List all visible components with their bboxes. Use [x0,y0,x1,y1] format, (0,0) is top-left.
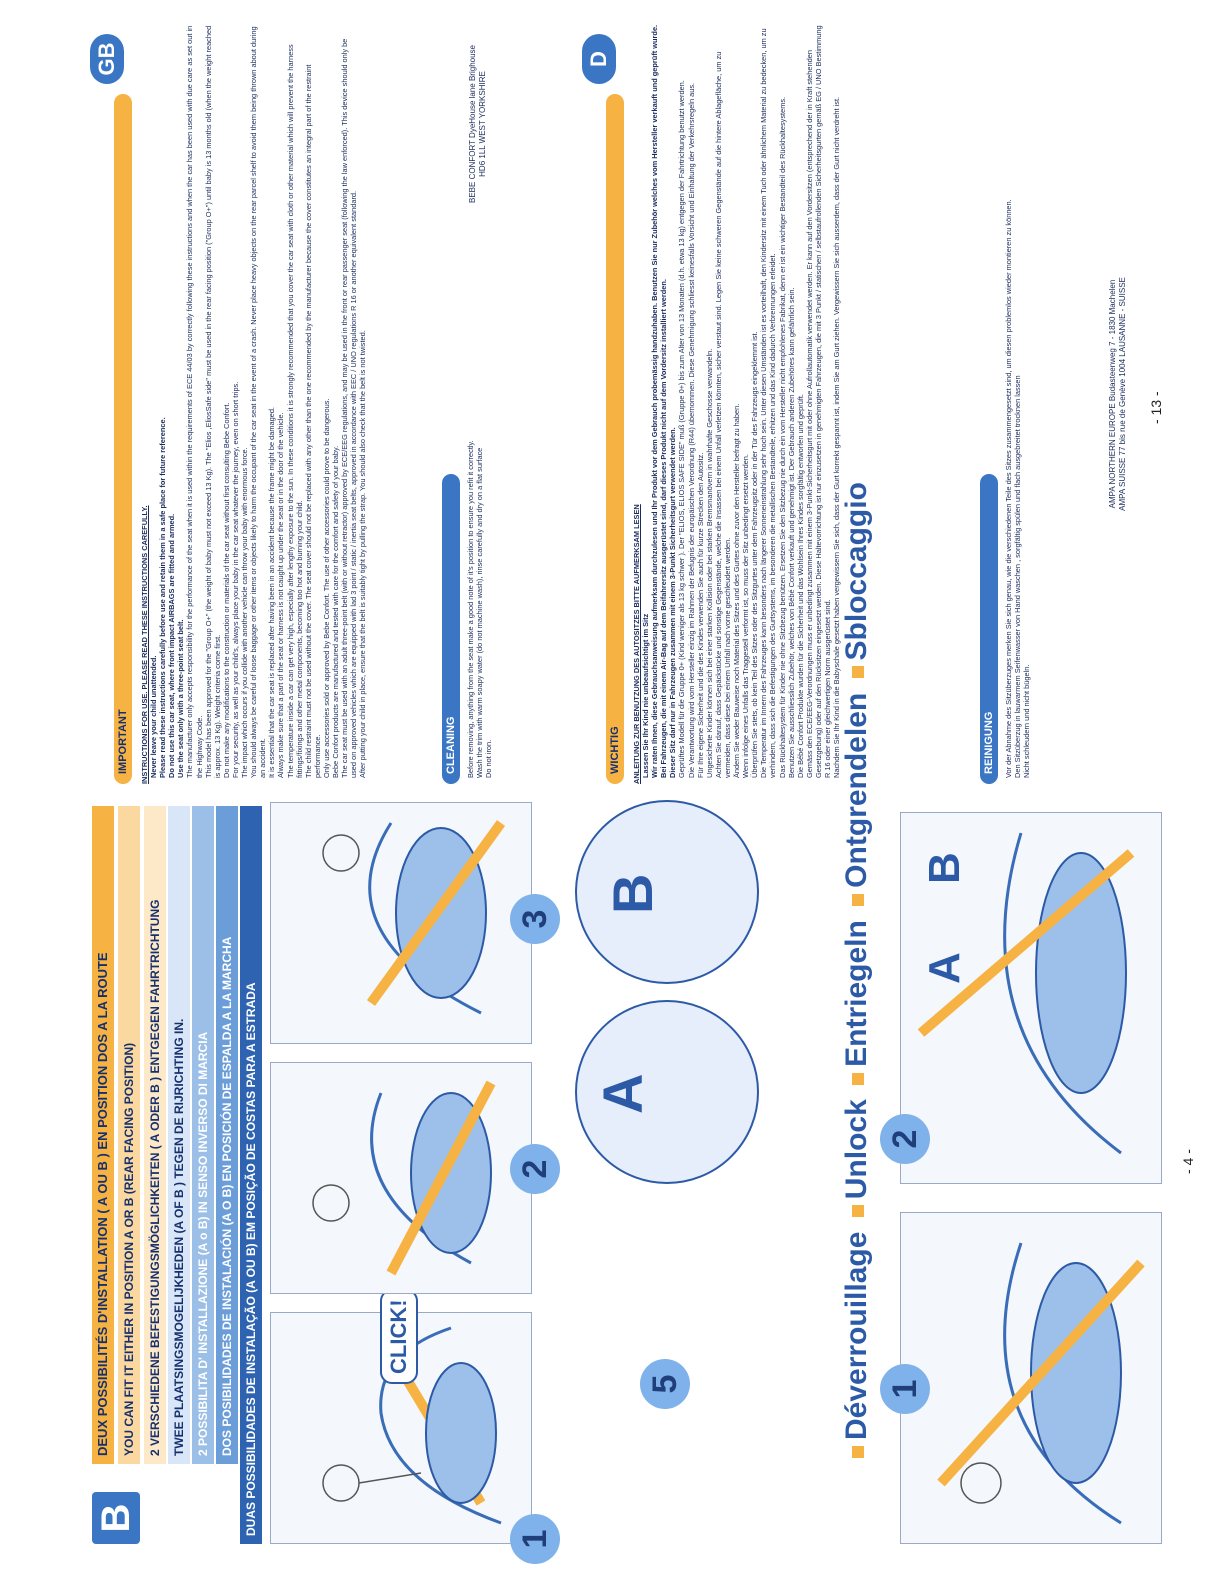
d-clean-item: Den Sitzüberzug in lauwarmem Seifenwasser von Hand waschen , sorgfältig spülen und flach ausgebreitet trocknen lassen [1013,375,1023,778]
gb-cleaning [466,244,493,784]
gb-bold-3: Do not use this car seat, where front impact AIRBAGS are fitted and armed. [167,513,177,778]
gb-item: You should always be careful of loose baggage or other items or objects likely to harm the occupant of the car seat in the event of a crash. Never place heavy objects on the rear parcel shelf to avoid them being thrown about during an accident. [249,26,268,778]
title-band-de: 2 VERSCHIEDENE BEFESTIGUNGSMÖGLICHKEITEN ( A ODER B ) ENTGEGEN FAHRTRICHTUNG [144,806,166,1464]
gb-item: The manufacturer only accepts responsibility for the performance of the seat when it is used within the requirements of ECE 44/03 by correctly following these instructions and when the car has been used with due care as set out in the Highway Code. [185,25,204,778]
unlock-en: Unlock [840,1099,873,1200]
d-item: Gemäss den ECE/EEG-Verordnungen muss er unbedingt zusammen mit einem 3-Punkt-Sicherheitsgurt mit oder ohne Aufrollautomatik verwendet werden. Er kann auf den Vordersitzen (entsprechend der in Kraft stehenden Gesetzgebung) oder auf den Rücksitzen eingesetzt werden. Diese Haltevorrichtung ist nur einzusetzen in genehmigten Fahrzeugen, die mit 3 Punkt / statischen / selbstaufrollenden Sicherheitsgurten gemäß EG / UNO Bestimmung R 16 oder einer gleichwertigen Norm ausgerüstet sind. [804,25,832,778]
heading-wichtig: WICHTIG [606,94,624,784]
d-item: Nachdem Sie Ihr Kind in die Babyschale gesetzt haben vergewissern Sie sich, dass der Gurt korrekt gespannt ist, indem Sie am Gurt ziehen. Vergewissern Sie sich ausserdem, dass der Gurt nicht verdreht ist. [832,96,842,778]
gb-bold-1: Never leave your child unattended. [149,655,159,778]
unlock-fr: Déverrouillage [840,1231,873,1440]
heading-important: IMPORTANT [114,94,132,784]
unlock-title [840,482,880,1464]
d-item: Die Verantwortung wird vom Hersteller einzig im Rahmen der Befugnis der europäischen Verordnung (R44) übernommen. Diese Genehmigung schliesst keinesfalls Vorsicht und Einhaltung der Verkehrsregeln aus. [686,82,696,778]
d-bold-4: Dieser Sitz darf nur in Fahrzeugen zusammen mit einem 3-Punkt Sicherheitsgurt verwendet werden. [668,427,678,778]
gb-clean-item: Before removing, anything from the seat make a good note of it's position to ensure you refit it correctly. [466,440,475,778]
illustration-unlock-1 [900,1212,1162,1544]
section-letter: B [92,1492,140,1544]
gb-item: Always make sure that a part of the seat or harness is not caught up under the seat or in the door of the vehicle. [276,412,286,778]
title-band-pt: DUAS POSSIBILIDADES DE INSTALAÇÃO (A OU B) EM POSIÇÃO DE COSTAS PARA A ESTRADA [240,806,262,1544]
car-seat-illustration [901,1213,1161,1543]
step-badge-2: 2 [510,1144,560,1194]
d-intro: ANLEITUNG ZUR BENUTZUNG DES AUTOSITZES BITTE AUFMERKSAM LESEN [632,504,641,784]
illustration-step-2 [270,1062,532,1294]
heading-reinigung: REINIGUNG [980,474,998,784]
d-item: Ungesicherte Kinder können sich bei einer starken Kollision oder bei starken Bremsmanövern in wahrhafte Geschosse verwandeln. [704,348,714,778]
gb-bold-2: Please read these instructions carefully before use and retain them in a safe place for future reference. [158,417,168,778]
gb-item: The temperature inside a car can get very high, especially after lengthy exposure to the sun. In these conditions it is strongly recommended that you cover the car seat with cloth or other material which will prevent the harness fittings/fixings and other metal components, becoming too hot and burning your child. [285,44,304,778]
title-band-fr: DEUX POSSIBILITÉS D'INSTALLATION ( A OU B ) EN POSITION DOS A LA ROUTE [92,806,114,1464]
title-band-es: DOS POSIBILIDADES DE INSTALACIÓN (A O B) EN POSICIÓN DE ESPALDA A LA MARCHA [216,806,238,1464]
d-item: Das Rückhaltesystem für Kinder nie ohne Sitzbezug benützen. Ersetzen Sie den Sitzbezug nie durch ein vom Hersteller nicht empfohlenes Fabrikat, denn er ist ein wichtiger Bestandteil des Rückhaltesystems. [777,96,787,778]
click-label: CLICK! [380,1289,418,1384]
d-item: Ändern Sie weder Bauweise noch Material des Sitzes und des Gurtes ohne zuvor den Hersteller befragt zu haben. [732,403,742,778]
car-seat-illustration [271,803,531,1043]
page-number-left: - 4 - [1180,1149,1196,1174]
d-clean-item: Nicht schleudern und nicht bügeln. [1022,664,1032,778]
unlock-step-badge-1: 1 [880,1364,930,1414]
gb-clean-item: Wash the trim with warm soapy water (do not machine wash), rinse carefully and dry on a flat surface [475,447,485,778]
lang-badge-gb: GB [90,34,124,84]
gb-item: For your security, as well as your child's, always place your baby in the car seat whatever the journey, even on short trips. [230,381,240,778]
gb-item: Only use accessories sold or approved by Bebe Confort. The use of other accessories could prove to be dangerous. [321,398,331,778]
gb-item: This model has been approved for the "Group O+" (the weight of baby must not exceed 13 Kg). The "Elios ,EliosSafe side" must be used in the rear facing position ("Group O+") until baby is 13 months old (when the weight reached is approx. 13 Kg). Weight criteria come first. [203,25,222,778]
d-bold-3: Bei Fahrzeugen, die mit einem Air-Bag auf dem Beifahrersitz ausgerüstet sind, darf dieses Produkt nicht auf dem Vordersitz installiert werden. [659,279,669,778]
title-band-it: 2 POSSIBILITA D' INSTALLAZIONE (A o B) IN SENSO INVERSO DI MARCIA [192,806,214,1464]
unlock-letter-b: B [920,852,969,884]
unlock-letter-a: A [920,952,969,984]
d-body [632,24,841,784]
gb-item: The child restraint must not be used without the cover. The seat cover should not be replaced with any other than the one recommended by the manufacturer because the cover constitutes an integral part of the restraint performance. [303,64,322,778]
unlock-nl: Ontgrendelen [840,692,873,888]
uk-address-line: HD6 1LL WEST YORKSHIRE [478,71,487,177]
detail-letter-b: B [601,873,664,914]
d-item: Wenn infolge eines Unfalls das Traggestell verformt ist, so muss der Sitz unbedingt ersetzt werden. [741,454,751,778]
unlock-de: Entriegeln [840,920,873,1067]
uk-address-line: BEBE CONFORT DyeHouse lane Brighouse [468,45,477,203]
gb-item: The impact which occurs if you collide with another vehicle can throw your baby with enormous force. [240,447,250,778]
d-item: Geprüftes Modell für die Gruppe 0+ (Kind weniger als 13 kg schwer ). Der "ELIOS, ELIOS SAFE SIDE" muß (Gruppe 0+) bis zum Alter von 13 Monaten (d.h. etwa 13 kg) entgegen der Fahrtrichtung benutzt werden. [677,80,687,778]
car-seat-illustration [271,1063,531,1293]
gb-item: The car seat must be used with an adult three-point belt (with or without retractor) approved by ECE/EEG regulations, and may be used in the front or rear passenger seat (following the law enforced). This device should only be used on approved vehicles which are equipped with lad 3 point / static / inertia seat belts, approved in accordance with EEC / UNO regulations R 16 or another equivalent standard. [340,38,359,778]
step-badge-3: 3 [510,894,560,944]
d-item: Achten Sie darauf, dass Gepäckstücke und sonstige Gegenstände, welche die Insassen bei einem Unfall verletzen könnten, sicher verstaut sind. Legen Sie keine schweren Gegenstände auf die hintere Ablagefläche, um zu vermeiden, dass diese bei einem Unfall nach vorne geschleudert werden. [713,51,732,778]
title-band-en: YOU CAN FIT IT EITHER IN POSITION A OR B (REAR FACING POSITION) [118,806,140,1464]
d-bold-2: Wir raten Ihnen, diese Gebrauchsanweisung aufmerksam durchzulesen und Ihr Produkt vor dem Gebrauch probemässig handzuhaben. Benutzen Sie nur Zubehör welches vom Hersteller verkauft und geprüft wurde. [650,24,660,778]
address-line: AMPA SUISSE 77 bis rue de Genève 1004 LAUSANNE - SUISSE [1118,277,1127,511]
gb-intro: INSTRUCTIONS FOR USE. PLEASE READ THESE INSTRUCTIONS CAREFULLY. [140,505,149,784]
d-item: Benutzen Sie ausschliesslich Zubehör, welches von Bébé Confort verkauft und genehmigt ist. Der Gebrauch anderen Zubehöres kann gefährlich sein. [786,287,796,778]
europe-address [1108,184,1128,604]
gb-item: It is essential that the car seat is replaced after having been in an accident because the frame might be damaged. [267,407,277,778]
page-number-right: - 13 - [1148,391,1164,424]
unlock-step-badge-2: 2 [880,1114,930,1164]
d-item: Überprüfen Sie stets, ob kein Teil des Sitzes oder des Sitzgurtes unter dem Fahrzeugsitz oder in der Tür des Fahrzeugs eingeklemmt ist. [750,331,760,778]
gb-item: Bebe Confort products are manufactured and tested with care for the comfort and safety of your baby. [330,445,340,778]
address-line: AMPA NORTHERN EUROPE Budasteenweg 7 - 1830 Machelen [1108,279,1117,509]
detail-letter-a: A [591,1073,654,1114]
d-item: Für Ihre eigene Sicherheit und die des Kindes verwenden Sie auch für kurze Strecken den Autositz. [695,452,705,778]
step-badge-1: 1 [510,1514,560,1564]
unlock-it: Sbloccaggio [840,482,873,661]
heading-cleaning: CLEANING [442,474,460,784]
d-item: Die Temperatur im Innern des Fahrzeuges kann besonders nach längerer Sonneneinstrahlung sehr hoch sein. Unter diesen Umständen ist es vorteilhaft, den Kindersitz mit einem Tuch oder ähnlichem Material zu bedecken, um zu verhindern, dass sich die Befestigungen des Gurtsystems, im besonderen die metallischen Bestandteile, erhitzen und das Kind dadurch Verbrennungen erleidet. [759,28,778,778]
step-badge-5: 5 [640,1359,690,1409]
uk-address [468,24,488,224]
d-item: Die Bébé Confort Produkte wurden für die Sicherheit und das Wohlsein Ihres Kindes sorgfältig entworfen und geprüft. [795,394,805,778]
d-cleaning [1004,24,1031,784]
gb-item: Do not make any modifications to the construction or materials of the car seat without first consulting Bebe Confort. [221,402,231,778]
d-bold-1: Lassen Sie Ihr Kind nie unbeaufsichtigt im Sitz [641,613,651,778]
text-page [0,0,1224,784]
lang-badge-d: D [582,34,616,84]
gb-body [140,24,367,784]
d-clean-item: Vor der Abnahme des Sitzüberzuges merken Sie sich genau, wie die verschiedenen Teile des Sitzes zusammengesetzt sind, um diesen problemlos wieder montieren zu können. [1004,199,1013,778]
illustration-step-3 [270,802,532,1044]
gb-bold-4: Use the seat only with a three-point seat belt. [176,619,186,778]
gb-clean-item: Do not iron. [484,739,494,778]
gb-item: After putting your child in place, ensure that the belt is suitably tight by pulling the strap. You should also check that the belt is not twisted. [358,330,368,778]
title-band-nl: TWEE PLAATSINGSMOGELIJKHEDEN (A OF B ) TEGEN DE RIJRICHTING IN. [168,806,190,1464]
